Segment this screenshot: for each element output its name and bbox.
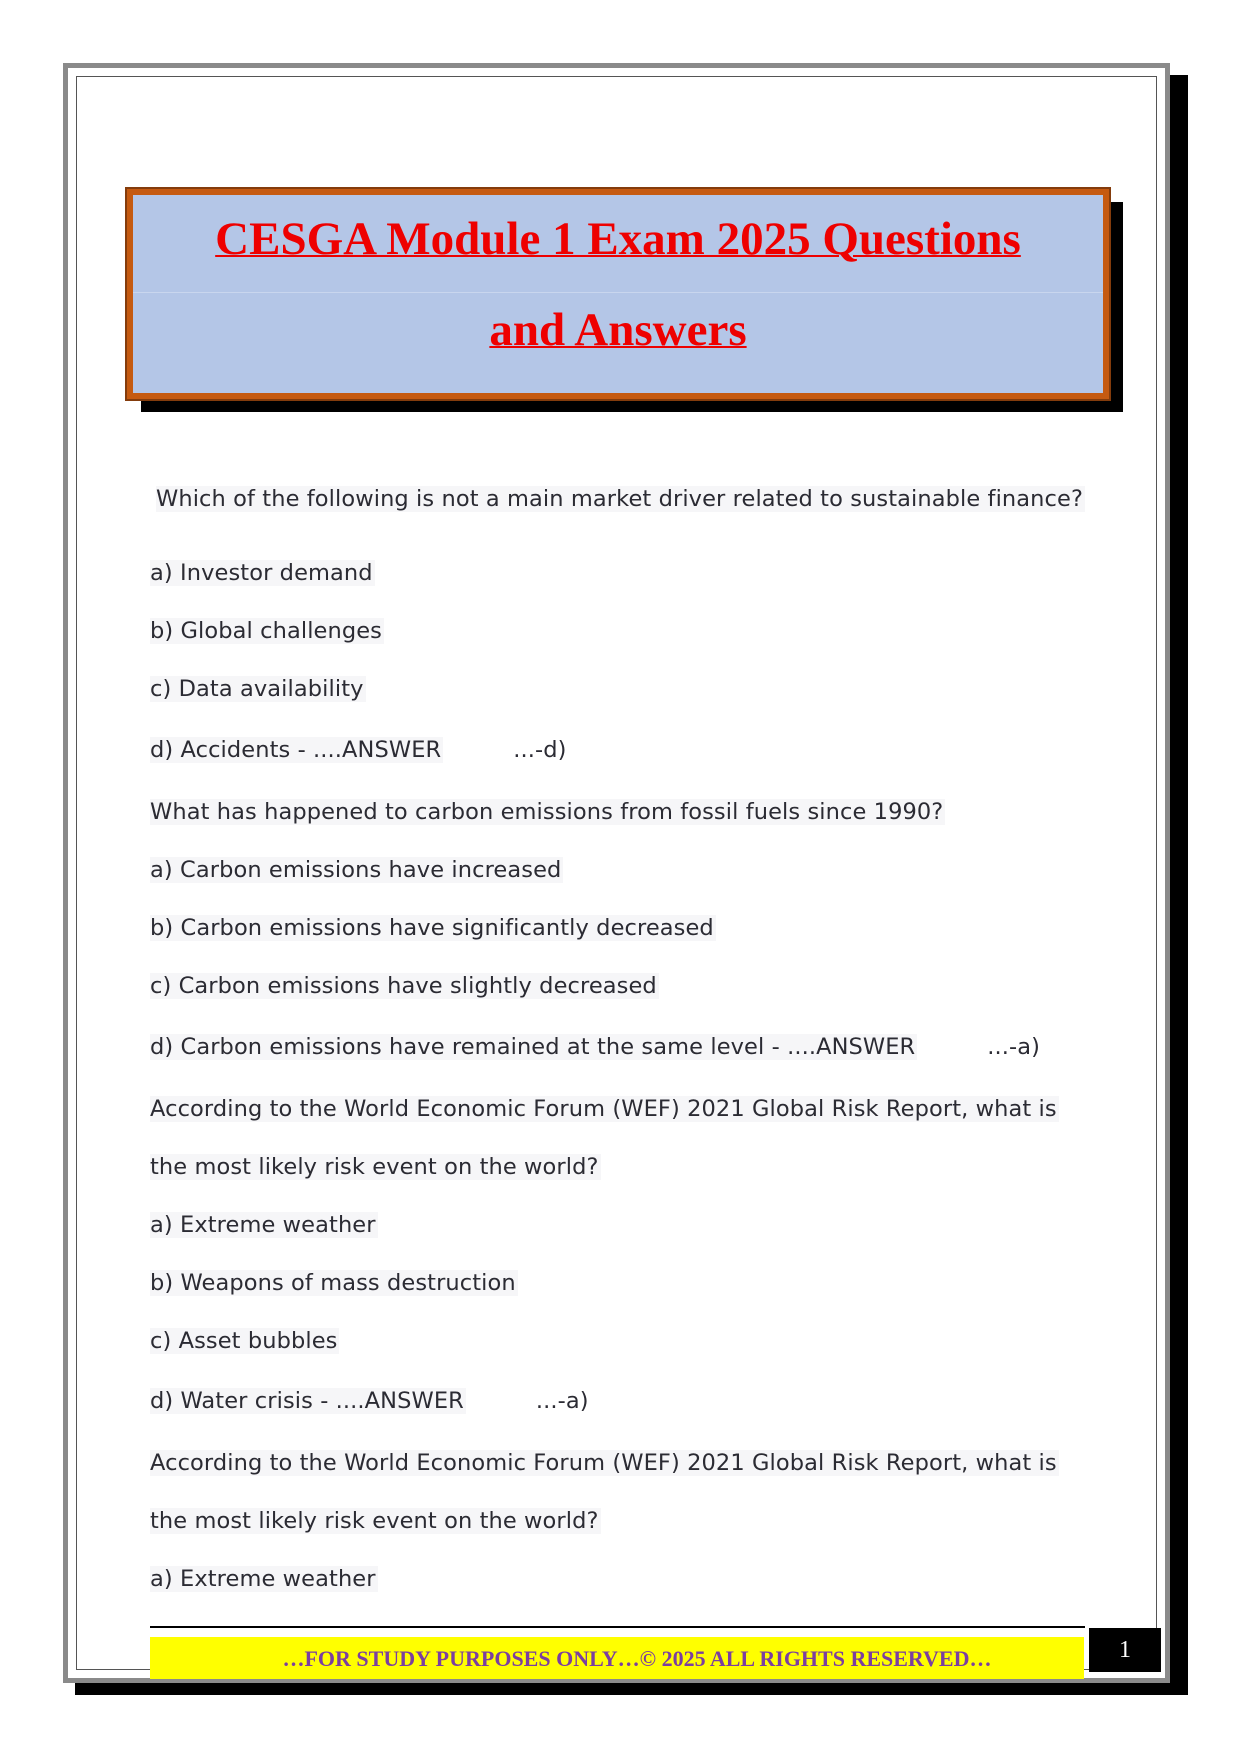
question-2-option-c: c) Carbon emissions have slightly decreased [150, 973, 657, 999]
footer-notice: …FOR STUDY PURPOSES ONLY…© 2025 ALL RIGHTS RESERVED… [150, 1637, 1084, 1679]
question-4-line-2: the most likely risk event on the world? [150, 1508, 599, 1534]
question-3-line-1: According to the World Economic Forum (WEF) 2021 Global Risk Report, what is [150, 1096, 1057, 1122]
question-1-option-d: d) Accidents - ....ANSWER ...-d) [150, 737, 567, 763]
question-1-answer: ...-d) [513, 737, 567, 763]
question-3-option-a: a) Extreme weather [150, 1212, 376, 1238]
page-number: 1 [1089, 1628, 1161, 1672]
footer-rule [150, 1626, 1085, 1628]
question-2-option-a: a) Carbon emissions have increased [150, 857, 562, 883]
question-1-option-c: c) Data availability [150, 676, 364, 702]
question-2-option-b: b) Carbon emissions have significantly decreased [150, 915, 714, 941]
title-divider [133, 292, 1103, 293]
question-1-option-b: b) Global challenges [150, 618, 383, 644]
question-3-option-c: c) Asset bubbles [150, 1328, 338, 1354]
page-title-line-1: CESGA Module 1 Exam 2025 Questions [215, 213, 1021, 265]
question-4-option-a: a) Extreme weather [150, 1566, 376, 1592]
question-3-line-2: the most likely risk event on the world? [150, 1154, 599, 1180]
question-4-line-1: According to the World Economic Forum (WEF) 2021 Global Risk Report, what is [150, 1450, 1057, 1476]
page-title-line-2: and Answers [489, 304, 747, 356]
title-box [127, 189, 1109, 399]
question-3-option-b: b) Weapons of mass destruction [150, 1270, 516, 1296]
question-2-option-d: d) Carbon emissions have remained at the same level - ....ANSWER ...-a) [150, 1034, 1041, 1060]
question-1-option-a: a) Investor demand [150, 560, 373, 586]
question-1: Which of the following is not a main market driver related to sustainable finance? [156, 486, 1083, 512]
question-3-answer: ...-a) [535, 1388, 589, 1414]
question-2: What has happened to carbon emissions from fossil fuels since 1990? [150, 799, 944, 825]
question-3-option-d: d) Water crisis - ....ANSWER ...-a) [150, 1388, 589, 1414]
question-2-answer: ...-a) [987, 1034, 1041, 1060]
